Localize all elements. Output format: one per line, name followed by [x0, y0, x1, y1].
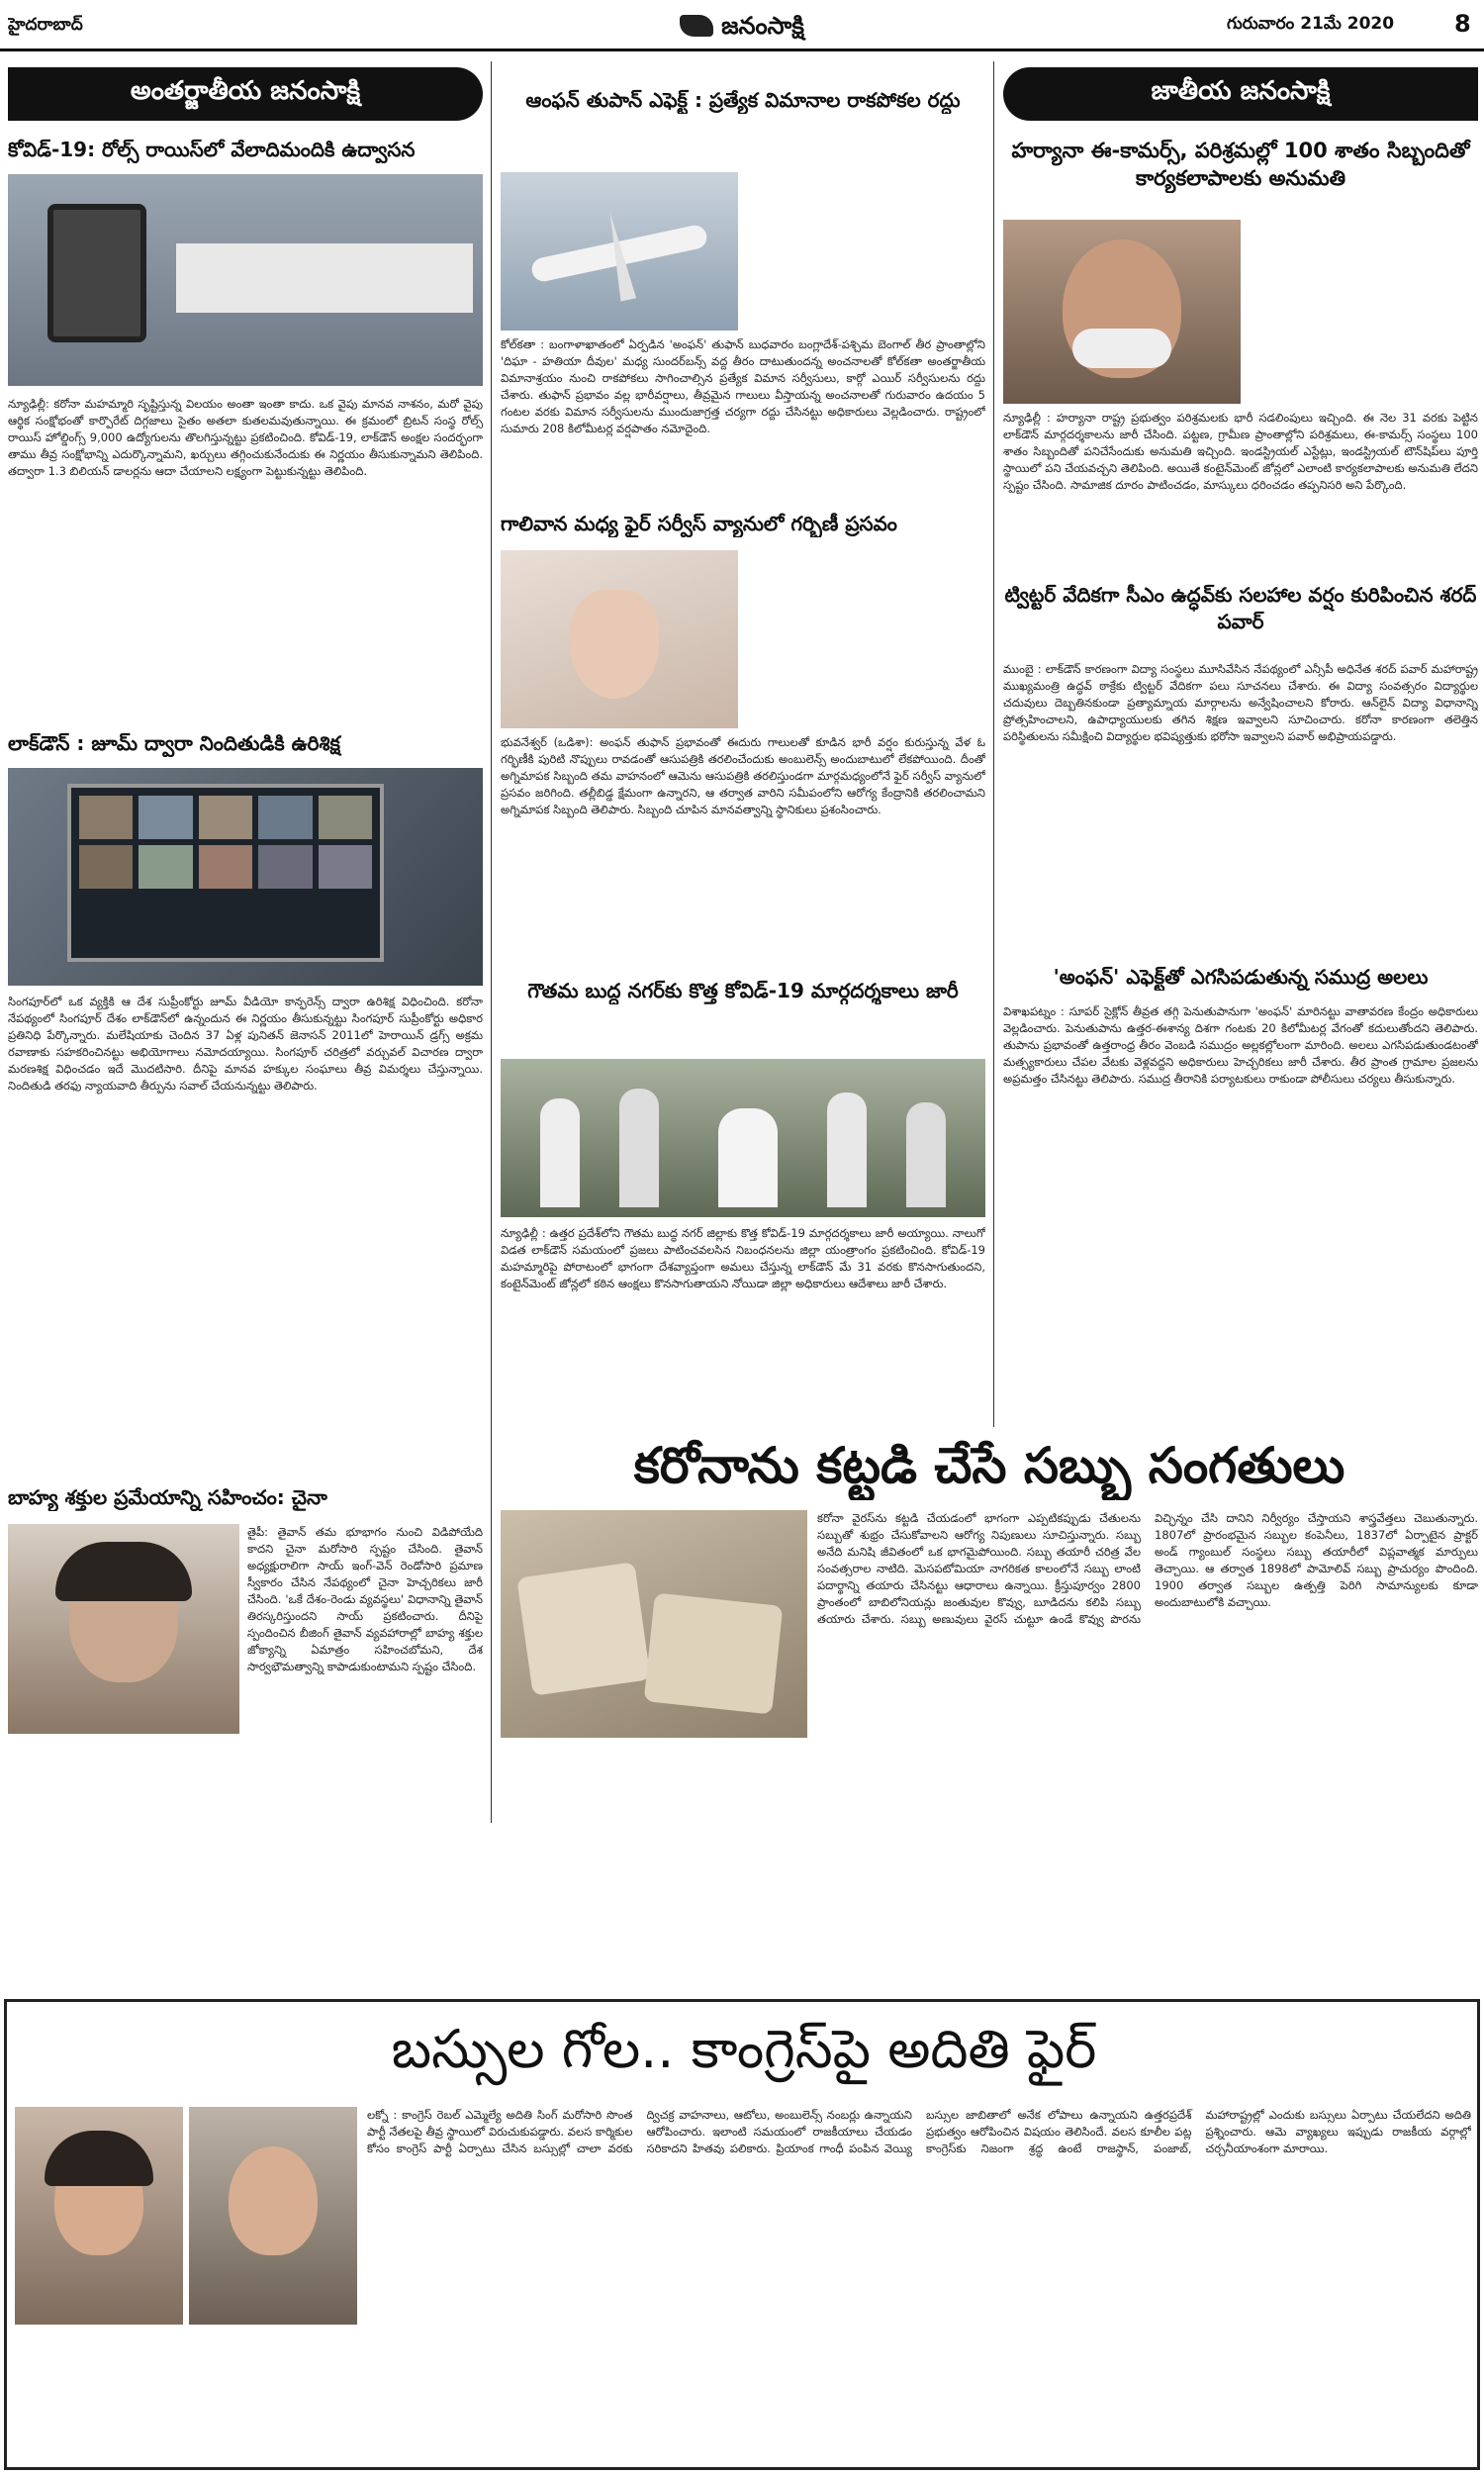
zoom-laptop-photo: [8, 768, 483, 986]
soap-body: కరోనా వైరస్‌ను కట్టడి చేయడంలో భాగంగా ఎప్పటికప్పుడు చేతులను సబ్బుతో శుభ్రం చేసుకోవాలని ఆరోగ్య నిపుణులు సూచిస్తున్నారు. సబ్బు అనేది మనిషి జీవితంలో ఒక భాగమైపోయింది. సబ్బు తయారీ చరిత్ర వేల సంవత్సరాల నాటిది. మెసపటోమియా నాగరికత కాలంలోనే సబ్బు లాంటి పదార్థాన్ని తయారు చేసినట్టు ఆధారాలు ఉన్నాయి. క్రీస్తుపూర్వం 2800 ప్రాంతంలో బాబిలోనియన్లు జంతువుల కొవ్వు, బూడిదను కలిపి సబ్బు తయారు చేశారు. సబ్బు అణువులు వైరస్‌ చుట్టూ ఉండే కొవ్వు పొరను విచ్ఛిన్నం చేసి దానిని నిర్వీర్యం చేస్తాయని శాస్త్రవేత్తలు చెబుతున్నారు. 1807లో ప్రారంభమైన సబ్బుల కంపెనీలు, 1837లో ఏర్పాటైన ప్రాక్టర్‌ అండ్‌ గ్యాంబుల్‌ సంస్థలు సబ్బు తయారీలో విప్లవాత్మక మార్పులు తెచ్చాయి. ఆ తర్వాత 1898లో పామోలివ్‌ సబ్బు ప్రాచుర్యం పొందింది. 1900 తర్వాత సబ్బుల ఉత్పత్తి పెరిగి సామాన్యులకు కూడా అందుబాటులోకి వచ్చాయి.: [817, 1511, 1478, 1626]
amphan-flights-headline: ఆంఫన్‌ తుపాన్‌ ఎఫెక్ట్‌ : ప్రత్యేక విమానాల రాకపోకల రద్దు: [525, 88, 961, 112]
rolls-royce-photo: [8, 174, 483, 386]
masthead-title: జనంసాక్షి: [721, 11, 804, 40]
newborn-photo: [501, 550, 738, 728]
page-number: 8: [1454, 10, 1471, 38]
header-location: హైదరాబాద్: [8, 15, 83, 35]
aditi-body: లక్నో : కాంగ్రెస్‌ రెబల్‌ ఎమ్మెల్యే అదితి సింగ్‌ మరోసారి సొంత పార్టీ నేతలపై తీవ్ర స్థాయిలో విరుచుకుపడ్డారు. వలస కార్మికుల కోసం కాంగ్రెస్‌ పార్టీ ఏర్పాటు చేసిన బస్సుల్లో చాలా వరకు ద్విచక్ర వాహనాలు, ఆటోలు, అంబులెన్స్‌ నంబర్లు ఉన్నాయని ఆరోపించారు. ఇలాంటి సమయంలో రాజకీయాలు చేయడం సరికాదని హితవు పలికారు. ప్రియాంక గాంధీ పంపిన వెయ్యి బస్సుల జాబితాలో అనేక లోపాలు ఉన్నాయని ఉత్తరప్రదేశ్‌ ప్రభుత్వం ఆరోపించిన విషయం తెలిసిందే. వలస కూలీల పట్ల కాంగ్రెస్‌కు నిజంగా శ్రద్ధ ఉంటే రాజస్థాన్‌, పంజాబ్‌, మహారాష్ట్రల్లో ఎందుకు బస్సులు ఏర్పాటు చేయలేదని అదితి ప్రశ్నించారు. ఆమె వ్యాఖ్యలు ఇప్పుడు రాజకీయ వర్గాల్లో చర్చనీయాంశంగా మారాయి.: [367, 2108, 1471, 2155]
rolls-royce-body: న్యూఢిల్లీ: కరోనా మహమ్మారి సృష్టిస్తున్న విలయం అంతా ఇంతా కాదు. ఒక వైపు మానవ నాశనం, మరో వైపు ఆర్థిక సంక్షోభంతో కార్పొరేట్‌ దిగ్గజాలు సైతం అతలా కుతలమవుతున్నాయి. ఈ క్రమంలో బ్రిటన్‌ సంస్థ రోల్స్‌ రాయిస్‌ హోల్డింగ్స్‌ 9,000 ఉద్యోగులను తొలగిస్తున్నట్టు ప్రకటించింది. కోవిడ్‌-19, లాక్‌డౌన్‌ అంక్షల సందర్భంగా తాము తీవ్ర సంక్షోభాన్ని ఎదుర్కొన్నామని, ఖర్చులు తగ్గించుకునేందుకు ఈ నిర్ణయం తీసుకున్నామని తెలిపింది. తద్వారా 1.3 బిలియన్‌ డాలర్లను ఆదా చేయాలని లక్ష్యంగా పెట్టుకున్నట్టు తెలిపింది.: [8, 397, 483, 478]
soap-bars-photo: [501, 1510, 807, 1738]
sea-waves-headline: 'అంఫన్‌' ఎఫెక్ట్‌తో ఎగసిపడుతున్న సముద్ర అలలు: [1053, 965, 1429, 989]
china-headline: బాహ్య శక్తుల ప్రమేయాన్ని సహించం: చైనా: [8, 1485, 327, 1509]
pregnant-woman-headline: గాలివాన మధ్య ఫైర్‌ సర్వీస్‌ వ్యానులో గర్భిణీ ప్రసవం: [501, 512, 897, 535]
gautam-buddha-nagar-body: న్యూఢిల్లీ : ఉత్తర ప్రదేశ్‌లోని గౌతమ బుద్ధ నగర్‌ జిల్లాకు కొత్త కోవిడ్‌-19 మార్గదర్శకాలు జారీ అయ్యాయి. నాలుగో విడత లాక్‌డౌన్‌ సమయంలో ప్రజలు పాటించవలసిన నిబంధనలను జిల్లా యంత్రాంగం ప్రకటించింది. కోవిడ్‌-19 మహమ్మారిపై పోరాటంలో భాగంగా దేశవ్యాప్తంగా అమలు చేస్తున్న లాక్‌డౌన్‌ మే 31 వరకు కొనసాగుతుందని, కంటైన్‌మెంట్‌ జోన్లలో కఠిన ఆంక్షలు కొనసాగుతాయని నోయిడా జిల్లా అధికారులు ఆదేశాలు జారీ చేశారు.: [501, 1226, 985, 1290]
sea-waves-body: విశాఖపట్నం : సూపర్‌ సైక్లోన్‌ తీవ్రత తగ్గి పెనుతుపానుగా 'అంఫన్‌' మారినట్టు వాతావరణ కేంద్రం అధికారులు వెల్లడించారు. పెనుతుపాను ఉత్తర-ఈశాన్య దిశగా గంటకు 20 కిలోమీటర్ల వేగంతో కదులుతోందని తెలిపారు. తుపాను ప్రభావంతో ఉత్తరాంధ్ర తీరం వెంబడి సముద్రం అల్లకల్లోలంగా మారింది. అలలు ఎగసిపడుతుండటంతో మత్స్యకారులు చేపల వేటకు వెళ్లవద్దని అధికారులు హెచ్చరికలు జారీ చేశారు. తీర ప్రాంత గ్రామాల ప్రజలను అప్రమత్తం చేసినట్టు తెలిపారు. సముద్ర తీరానికి పర్యాటకులు రాకుండా పోలీసులు చర్యలు తీసుకున్నారు.: [1003, 1004, 1478, 1086]
page-header: [0, 0, 1484, 51]
gautam-buddha-nagar-headline: గౌతమ బుద్ధ నగర్‌కు కొత్త కోవిడ్‌-19 మార్గదర్శకాలు జారీ: [527, 979, 959, 1002]
pregnant-woman-body: భువనేశ్వర్‌ (ఒడిశా): అంఫన్‌ తుఫాన్‌ ప్రభావంతో ఈదురు గాలులతో కూడిన భారీ వర్షం కురుస్తున్న వేళ ఓ గర్భిణీకి పురిటి నొప్పులు రావడంతో ఆసుపత్రికి తరలించేందుకు అంబులెన్స్‌ అందుబాటులో లేకపోయింది. దీంతో అగ్నిమాపక సిబ్బంది తమ వాహనంలో ఆమెను ఆసుపత్రికి తరలిస్తుండగా మార్గమధ్యంలోనే ఫైర్‌ సర్వీస్‌ వ్యానులో ప్రసవం జరిగింది. తల్లీబిడ్డ క్షేమంగా ఉన్నారని, ఆ తర్వాత వారిని సమీపంలోని ఆరోగ్య కేంద్రానికి తరలించామని అగ్నిమాపక సిబ్బంది తెలిపారు. సిబ్బంది చూపిన మానవత్వాన్ని స్థానికులు ప్రశంసించారు.: [501, 735, 985, 816]
aditi-headline: బస్సుల గోల.. కాంగ్రెస్‌పై అదితి ఫైర్‌: [391, 2018, 1097, 2080]
rolls-royce-headline: కోవిడ్‌-19: రోల్స్‌ రాయిస్‌లో వేలాదిమందికి ఉద్వాసన: [8, 138, 416, 161]
haryana-headline: హర్యానా ఈ-కామర్స్‌, పరిశ్రమల్లో 100 శాతం సిబ్బందితో కార్యకలాపాలకు అనుమతి: [1011, 139, 1470, 191]
section-banner-international: అంతర్జాతీయ జనంసాక్షి: [8, 67, 483, 121]
aditi-story-box: [4, 1999, 1480, 2470]
sharad-pawar-headline: ట్విట్టర్‌ వేదికగా సీఎం ఉద్ధవ్‌కు సలహాల వర్షం కురిపించిన శరద్‌ పవార్‌: [1004, 583, 1477, 633]
section-banner-national: జాతీయ జనంసాక్షి: [1003, 67, 1478, 121]
haryana-body: న్యూఢిల్లీ : హర్యానా రాష్ట్ర ప్రభుత్వం పరిశ్రమలకు భారీ సడలింపులు ఇచ్చింది. ఈ నెల 31 వరకు పెట్టిన లాక్‌డౌన్‌ మార్గదర్శకాలను జారీ చేసింది. పట్టణ, గ్రామీణ ప్రాంతాల్లోని పరిశ్రమలు, ఈ-కామర్స్‌ సంస్థలు 100 శాతం సిబ్బందితో పనిచేసేందుకు అనుమతి ఇచ్చింది. ఇండస్ట్రియల్‌ ఎస్టేట్లు, ఇండస్ట్రియల్‌ టౌన్‌షిప్‌లు పూర్తి స్థాయిలో పని చేయవచ్చని తెలిపింది. అయితే కంటైన్‌మెంట్‌ జోన్లలో ఎలాంటి కార్యకలాపాలకు అనుమతి లేదని స్పష్టం చేసింది. సామాజిక దూరం పాటించడం, మాస్కులు ధరించడం తప్పనిసరి అని పేర్కొంది.: [1003, 411, 1478, 492]
china-body: తైపీ: తైవాన్‌ తమ భూభాగం నుంచి విడిపోయేది కాదని చైనా మరోసారి స్పష్టం చేసింది. తైవాన్‌ అధ్యక్షురాలిగా సాయ్‌ ఇంగ్‌-వెన్‌ రెండోసారి ప్రమాణ స్వీకారం చేసిన నేపథ్యంలో చైనా హెచ్చరికలు జారీ చేసింది. 'ఒకే దేశం-రెండు వ్యవస్థలు' విధానాన్ని తైవాన్‌ తిరస్కరిస్తుందని సాయ్‌ ప్రకటించారు. దీనిపై స్పందించిన బీజింగ్‌ తైవాన్‌ వ్యవహారాల్లో బాహ్య శక్తుల జోక్యాన్ని ఏమాత్రం సహించబోమని, దేశ సార్వభౌమత్వాన్ని కాపాడుకుంటామని స్పష్టం చేసింది.: [247, 1525, 483, 1673]
lockdown-zoom-body: సింగపూర్‌లో ఒక వ్యక్తికి ఆ దేశ సుప్రీంకోర్టు జూమ్‌ వీడియో కాన్ఫరెన్స్‌ ద్వారా ఉరిశిక్ష విధించింది. కరోనా నేపథ్యంలో సింగపూర్‌ దేశం లాక్‌డౌన్‌లో ఉన్నందున ఈ నిర్ణయం తీసుకున్నట్టు సింగపూర్‌ సుప్రీంకోర్టు అధికార ప్రతినిధి పేర్కొన్నారు. మలేషియాకు చెందిన 37 ఏళ్ల పునితన్‌ జెనాసన్‌ 2011లో హెరాయిన్‌ డ్రగ్స్‌ అక్రమ రవాణాకు సహకరించినట్టు అభియోగాలు నమోదయ్యాయి. సింగపూర్‌ చరిత్రలో వర్చువల్‌ విచారణ ద్వారా మరణశిక్ష విధించడం ఇదే మొదటిసారి. దీనిపై మానవ హక్కుల సంఘాలు తీవ్ర విమర్శలు చేస్తున్నాయి. నిందితుడి తరఫు న్యాయవాది తీర్పును సవాల్‌ చేయనున్నట్టు తెలిపారు.: [8, 995, 483, 1093]
officials-photo: [501, 1059, 985, 1217]
soap-headline: కరోనాను కట్టడి చేసే సబ్బు సంగతులు: [633, 1437, 1345, 1494]
khattar-photo: [1003, 220, 1241, 404]
column-divider: [993, 61, 994, 1427]
masthead-logo: [594, 6, 890, 46]
aditi-singh-photo: [189, 2107, 357, 2325]
lockdown-zoom-headline: లాక్‌డౌన్‌ : జూమ్‌ ద్వారా నిందితుడికి ఉరిశిక్ష: [8, 731, 340, 755]
column-divider: [491, 61, 492, 1823]
airplane-photo: [501, 172, 738, 331]
sharad-pawar-body: ముంబై : లాక్‌డౌన్‌ కారణంగా విద్యా సంస్థలు మూసివేసిన నేపథ్యంలో ఎన్సీపీ అధినేత శరద్‌ పవార్‌ మహారాష్ట్ర ముఖ్యమంత్రి ఉద్ధవ్‌ ఠాక్రేకు ట్విట్టర్‌ వేదికగా పలు సూచనలు చేశారు. ఈ విద్యా సంవత్సరం విద్యార్థుల చదువులు దెబ్బతినకుండా ప్రత్యామ్నాయ మార్గాలను అన్వేషించాలని కోరారు. ఆన్‌లైన్‌ విద్యా విధానాన్ని ప్రోత్సహించాలని, ఉపాధ్యాయులకు తగిన శిక్షణ ఇవ్వాలని సూచించారు. కరోనా కారణంగా తలెత్తిన పరిస్థితులను సమీక్షించి విద్యార్థుల భవిష్యత్తుకు భరోసా ఇవ్వాలని పవార్‌ అభిప్రాయపడ్డారు.: [1003, 662, 1478, 743]
priyanka-photo: [15, 2107, 183, 2325]
masthead-emblem-icon: [680, 15, 713, 37]
header-date: గురువారం 21మే 2020: [1227, 14, 1395, 34]
amphan-flights-body: కోల్‌కతా : బంగాళాఖాతంలో ఏర్పడిన 'అంఫన్‌' తుఫాన్‌ బుధవారం బంగ్లాదేశ్‌-పశ్చిమ బెంగాల్‌ తీర ప్రాంతాల్లోని 'దిఘా - హతియా దీవుల' మధ్య సుందర్‌బన్స్‌ వద్ద తీరం దాటుతుందన్న అంచనాలతో కోల్‌కతా అంతర్జాతీయ విమానాశ్రయం నుంచి రాకపోకలు సాగించాల్సిన ప్రత్యేక విమాన సర్వీసులు, కార్గో ఎయిర్‌ సర్వీసులను రద్దు చేశారు. తుఫాన్‌ ప్రభావం వల్ల భారీవర్షాలు, తీవ్రమైన గాలులు వీస్తాయన్న అంచనాలతో గురువారం ఉదయం 5 గంటల వరకు విమాన సర్వీసులను ముందుజాగ్రత్త చర్యగా రద్దు చేసినట్టు అధికారులు వెల్లడించారు. రాష్ట్రంలో సుమారు 208 కిలోమీటర్ల వర్షపాతం నమోదైంది.: [501, 337, 985, 435]
tsai-ing-wen-photo: [8, 1524, 239, 1734]
